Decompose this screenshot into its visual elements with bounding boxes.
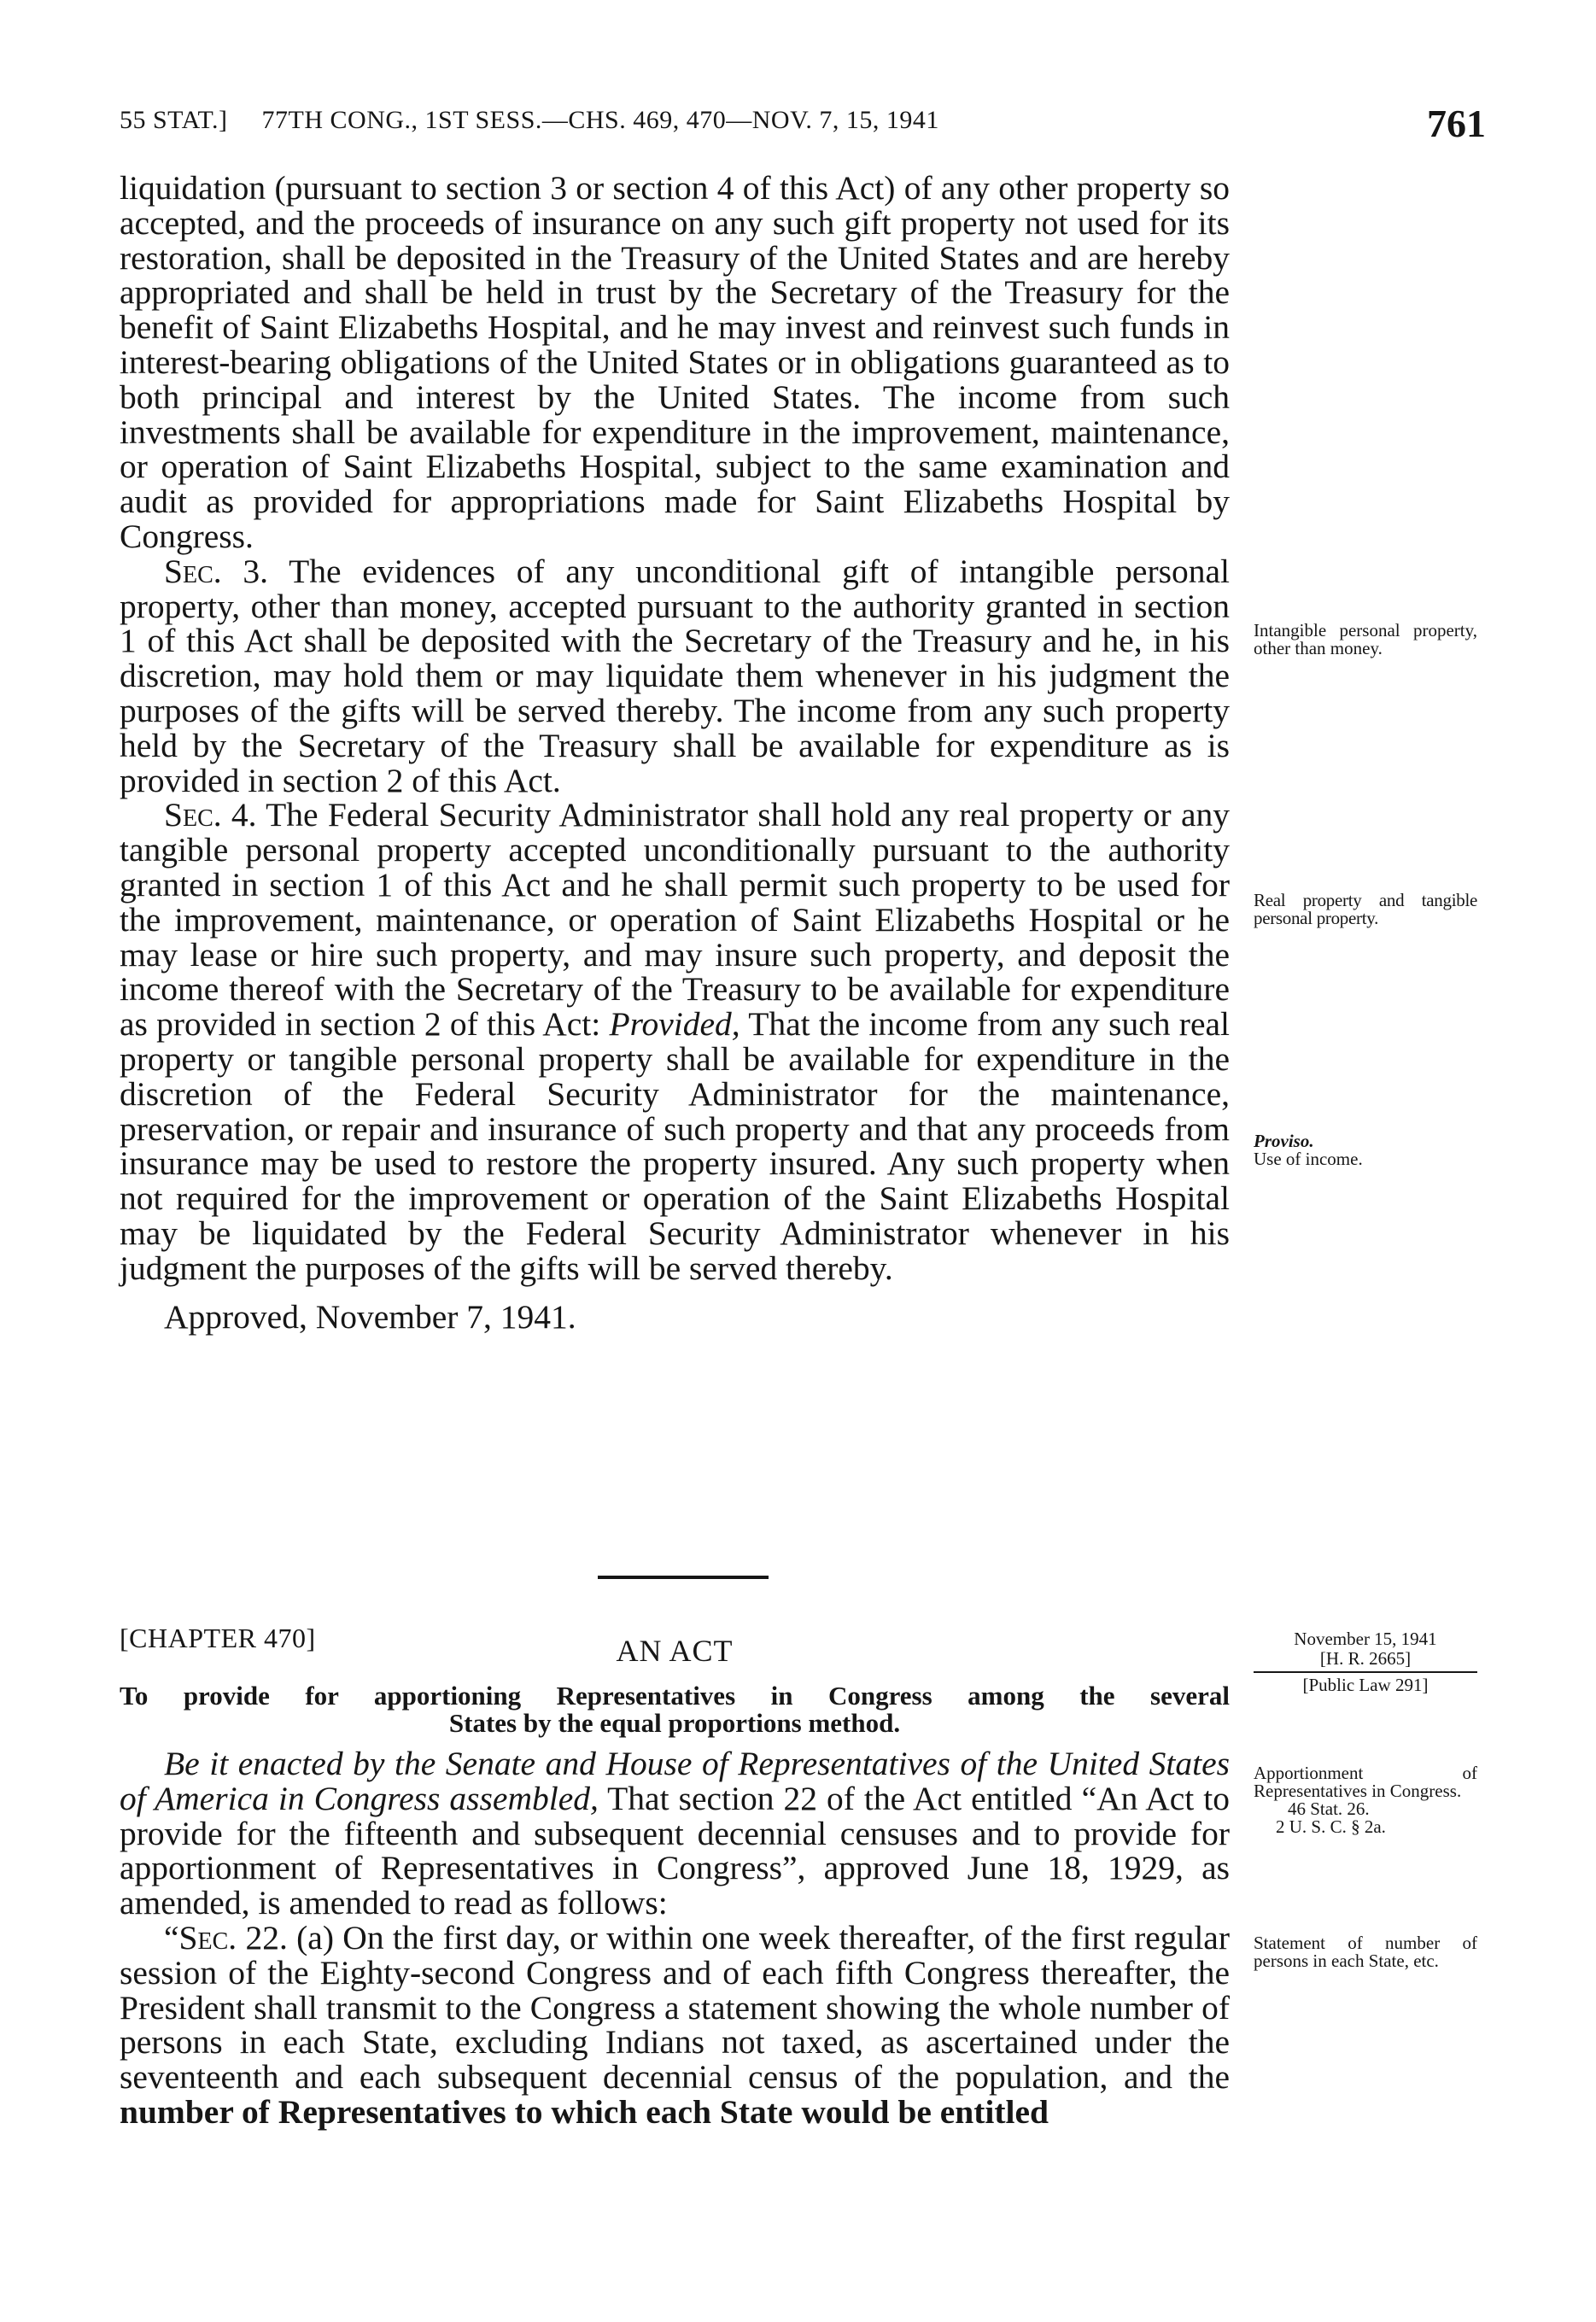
margin-note-proviso-label: Proviso. bbox=[1254, 1131, 1314, 1151]
act-purpose-line-2: States by the equal proportions method. bbox=[448, 1708, 901, 1738]
chapter-label: [CHAPTER 470] bbox=[120, 1623, 316, 1653]
section-4-paragraph bbox=[120, 798, 1230, 1285]
act-purpose-line-1: To provide for apportioning Representatives in Congress among the several bbox=[120, 1681, 1230, 1711]
enacting-clause: Be it enacted by the Senate and House of Representatives of the United States of America in Congress assembled, bbox=[120, 1745, 1230, 1817]
bill-date: November 15, 1941 bbox=[1294, 1629, 1437, 1649]
section-3-text: The evidences of any unconditional gift of intangible personal property, other than money, accepted pursuant to the authority granted in section 1 of this Act shall be deposited with the Secretary of the Treasury and he, in his discretion, may hold them or may liquidate them whenever in his judgment the purposes of the gifts will be served thereby. The income from any such property held by the Secretary of the Treasury shall be available for expenditure as is provided in section 2 of this Act. bbox=[120, 552, 1230, 799]
public-law-number: [Public Law 291] bbox=[1302, 1675, 1429, 1695]
margin-note-usc-citation: 2 U. S. C. § 2a. bbox=[1276, 1816, 1386, 1837]
section-4-label: Sec. 4. bbox=[164, 796, 257, 834]
section-4-text-a: The Federal Security Administrator shall hold any real property or any tangible personal property accepted unconditionally pursuant to the authority granted in section 1 of this Act and he shall permit such property to be used for the improvement, maintenance, or operation of Saint Elizabeths Hospital or he may lease or hire such property, and may insure such property, and deposit the income thereof with the Secretary of the Treasury to be available for expenditure as provided in section 2 of this Act: bbox=[120, 796, 1230, 1044]
act-purpose bbox=[120, 1682, 1230, 1737]
margin-note-statement: Statement of number of persons in each State, etc. bbox=[1254, 1933, 1477, 1971]
bill-identification-box bbox=[1254, 1629, 1477, 1695]
margin-note-apportionment-text: Apportionment of Representatives in Congress. bbox=[1254, 1763, 1477, 1801]
section-2-continuation-paragraph: liquidation (pursuant to section 3 or section 4 of this Act) of any other property so accepted, and the proceeds of insurance on any such gift property not used for its restoration, shall be deposited in the Treasury of the United States and are hereby appropriated and shall be held in trust by the Secretary of the Treasury for the benefit of Saint Elizabeths Hospital, and he may invest and reinvest such funds in interest-bearing obligations of the United States or in obligations guaranteed as to both principal and interest by the United States. The income from such investments shall be available for expenditure in the improvement, maintenance, or operation of Saint Elizabeths Hospital, subject to the same examination and audit as provided for appropriations made for Saint Elizabeths Hospital by Congress. bbox=[120, 169, 1230, 555]
chapter-469-continuation bbox=[120, 171, 1230, 1334]
margin-note-stat-citation: 46 Stat. 26. bbox=[1288, 1799, 1370, 1819]
section-4-text-b: That the income from any such real property or tangible personal property shall be available for expenditure in the discretion of the Federal Security Administrator for the maintenance, preservation, or repair and insurance of such property and that any proceeds from insurance may be used to restore the property insured. Any such property when not required for the improvement or operation of the Saint Elizabeths Hospital may be liquidated by the Federal Security Administrator whenever in his judgment the purposes of the gifts will be served thereby. bbox=[120, 1005, 1230, 1287]
bill-box-rule bbox=[1254, 1671, 1477, 1673]
section-22-paragraph bbox=[120, 1918, 1230, 2131]
running-head-citation: 55 STAT.] 77TH CONG., 1ST SESS.—CHS. 469, 470—NOV. 7, 15, 1941 bbox=[120, 106, 939, 134]
approval-date: Approved, November 7, 1941. bbox=[164, 1297, 576, 1336]
section-22-bold-tail: number of Representatives to which each State would be entitled bbox=[120, 2092, 1049, 2131]
margin-note-apportionment bbox=[1254, 1764, 1477, 1836]
page-number: 761 bbox=[1427, 102, 1486, 145]
proviso-word: Provided, bbox=[609, 1005, 740, 1044]
margin-note-real-property: Real property and tangible personal property. bbox=[1254, 890, 1477, 928]
margin-note-intangible-property: Intangible personal property, other than money. bbox=[1254, 620, 1477, 658]
bill-number: [H. R. 2665] bbox=[1319, 1648, 1412, 1669]
act-title: AN ACT bbox=[616, 1634, 734, 1668]
chapter-separator-rule bbox=[598, 1576, 769, 1579]
section-22-text: (a) On the first day, or within one week thereafter, of the first regular session of the Eighty-second Congress and of each fifth Congress thereafter, the President shall transmit to the Congress a statement showing the whole number of persons in each State, excluding Indians not taxed, as ascertained under the seventeenth and each subsequent decennial census of the population, and the bbox=[120, 1918, 1230, 2097]
enacting-paragraph-text: That section 22 of the Act entitled “An Act to provide for the fifteenth and subsequent decennial censuses and to provide for apportionment of Representatives in Congress”, approved June 18, 1929, as amended, is amended to read as follows: bbox=[120, 1779, 1230, 1922]
running-head bbox=[120, 101, 1486, 152]
chapter-470-body bbox=[120, 1746, 1230, 2130]
section-22-label: “Sec. 22. bbox=[164, 1918, 288, 1956]
section-3-paragraph bbox=[120, 554, 1230, 798]
enacting-paragraph bbox=[120, 1746, 1230, 1921]
section-3-label: Sec. 3. bbox=[164, 552, 269, 590]
margin-note-use-of-income: Use of income. bbox=[1254, 1149, 1363, 1169]
margin-note-proviso bbox=[1254, 1132, 1477, 1168]
